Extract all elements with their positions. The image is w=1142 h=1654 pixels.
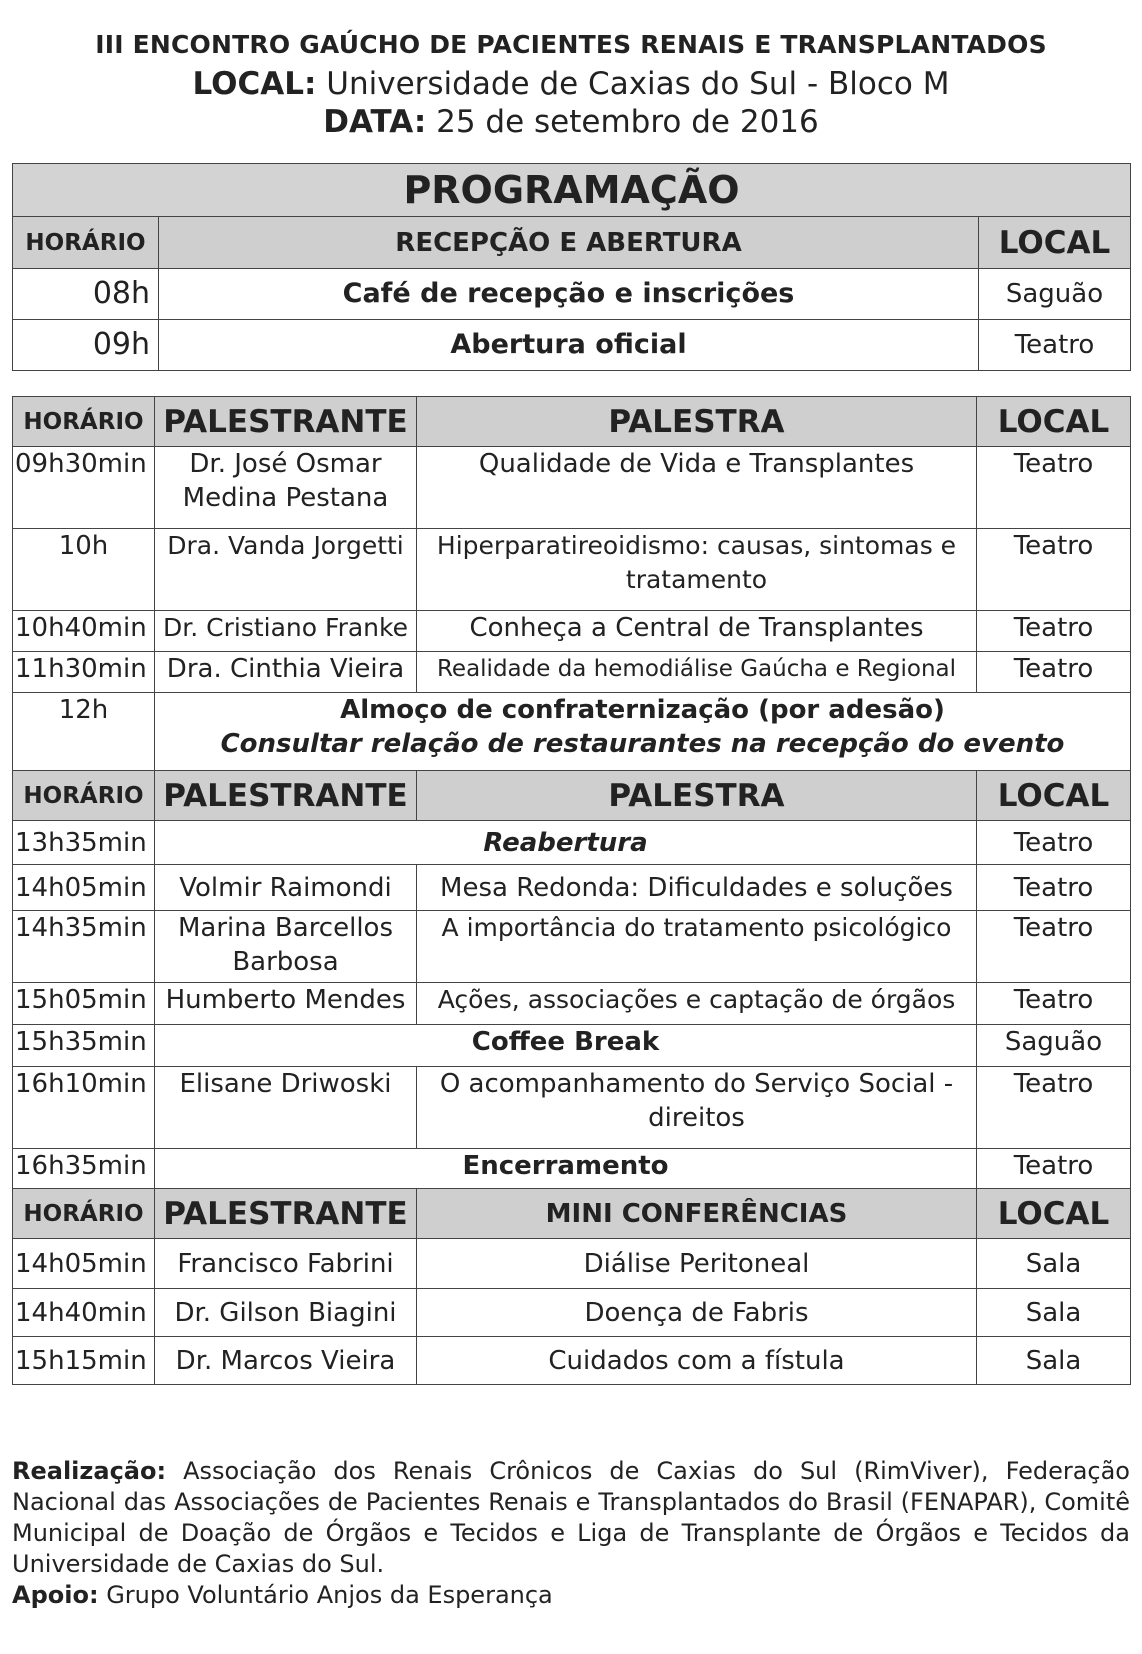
col-palestrante: PALESTRANTE bbox=[155, 771, 417, 821]
row-talk: Realidade da hemodiálise Gaúcha e Regional bbox=[417, 652, 977, 693]
location-label: LOCAL: bbox=[192, 66, 317, 102]
col-horario: HORÁRIO bbox=[13, 1189, 155, 1239]
row-local: Teatro bbox=[977, 865, 1131, 911]
col-local: LOCAL bbox=[979, 217, 1131, 269]
lunch-note: Consultar relação de restaurantes na recepção do evento bbox=[220, 729, 1065, 759]
lunch-time: 12h bbox=[13, 693, 155, 771]
col-palestrante: PALESTRANTE bbox=[155, 1189, 417, 1239]
lunch-info bbox=[155, 693, 1131, 771]
col-horario: HORÁRIO bbox=[13, 771, 155, 821]
row-event: Abertura oficial bbox=[159, 320, 979, 371]
apoio bbox=[12, 1580, 1130, 1611]
row-time: 14h35min bbox=[13, 911, 155, 983]
talks-table bbox=[12, 396, 1131, 1385]
row-local: Sala bbox=[977, 1337, 1131, 1385]
row-speaker: Humberto Mendes bbox=[155, 983, 417, 1025]
event-title: III ENCONTRO GAÚCHO DE PACIENTES RENAIS E TRANSPLANTADOS bbox=[95, 30, 1047, 59]
row-talk: Hiperparatireoidismo: causas, sintomas e tratamento bbox=[417, 529, 977, 611]
row-time: 10h bbox=[13, 529, 155, 611]
row-time: 11h30min bbox=[13, 652, 155, 693]
location-value: Universidade de Caxias do Sul - Bloco M bbox=[326, 66, 950, 102]
row-local: Teatro bbox=[977, 821, 1131, 865]
row-time: 08h bbox=[13, 269, 159, 320]
col-horario: HORÁRIO bbox=[13, 397, 155, 447]
col-recepcao: RECEPÇÃO E ABERTURA bbox=[159, 217, 979, 269]
row-local: Teatro bbox=[977, 529, 1131, 611]
row-talk: Diálise Peritoneal bbox=[417, 1239, 977, 1289]
realizacao bbox=[12, 1456, 1130, 1580]
row-speaker: Dr. Gilson Biagini bbox=[155, 1289, 417, 1337]
row-speaker: Dr. Marcos Vieira bbox=[155, 1337, 417, 1385]
realizacao-text: Associação dos Renais Crônicos de Caxias do Sul (RimViver), Federação Nacional das Associações de Pacientes Renais e Transplantados do Brasil (FENAPAR), Comitê Municipal de Doação de Órgãos e Tecidos e Liga de Transplante de Órgãos e Tecidos da Universidade de Caxias do Sul. bbox=[12, 1457, 1130, 1578]
row-talk: A importância do tratamento psicológico bbox=[417, 911, 977, 983]
col-local: LOCAL bbox=[977, 1189, 1131, 1239]
row-local: Teatro bbox=[977, 1149, 1131, 1189]
reabertura-label: Reabertura bbox=[155, 821, 977, 865]
row-event: Café de recepção e inscrições bbox=[159, 269, 979, 320]
date-label: DATA: bbox=[323, 104, 427, 140]
row-speaker: Francisco Fabrini bbox=[155, 1239, 417, 1289]
row-talk: Conheça a Central de Transplantes bbox=[417, 611, 977, 652]
row-speaker: Volmir Raimondi bbox=[155, 865, 417, 911]
row-time: 13h35min bbox=[13, 821, 155, 865]
col-horario: HORÁRIO bbox=[13, 217, 159, 269]
row-time: 10h40min bbox=[13, 611, 155, 652]
row-time: 15h35min bbox=[13, 1025, 155, 1067]
row-local: Teatro bbox=[979, 320, 1131, 371]
row-local: Teatro bbox=[977, 447, 1131, 529]
row-speaker: Dr. José Osmar Medina Pestana bbox=[155, 447, 417, 529]
footer bbox=[12, 1456, 1130, 1611]
row-time: 09h bbox=[13, 320, 159, 371]
row-speaker: Elisane Driwoski bbox=[155, 1067, 417, 1149]
row-time: 15h15min bbox=[13, 1337, 155, 1385]
apoio-label: Apoio: bbox=[12, 1581, 99, 1609]
col-mini-conferencias: MINI CONFERÊNCIAS bbox=[417, 1189, 977, 1239]
row-talk: Ações, associações e captação de órgãos bbox=[417, 983, 977, 1025]
row-local: Saguão bbox=[977, 1025, 1131, 1067]
row-talk: O acompanhamento do Serviço Social - direitos bbox=[417, 1067, 977, 1149]
row-time: 14h40min bbox=[13, 1289, 155, 1337]
date-value: 25 de setembro de 2016 bbox=[436, 104, 819, 140]
lunch-title: Almoço de confraternização (por adesão) bbox=[340, 695, 945, 725]
row-speaker: Dra. Vanda Jorgetti bbox=[155, 529, 417, 611]
row-talk: Mesa Redonda: Dificuldades e soluções bbox=[417, 865, 977, 911]
encerramento-label: Encerramento bbox=[155, 1149, 977, 1189]
row-local: Teatro bbox=[977, 983, 1131, 1025]
row-speaker: Dr. Cristiano Franke bbox=[155, 611, 417, 652]
reception-table bbox=[12, 163, 1131, 371]
row-local: Teatro bbox=[977, 1067, 1131, 1149]
col-local: LOCAL bbox=[977, 771, 1131, 821]
apoio-text: Grupo Voluntário Anjos da Esperança bbox=[106, 1581, 553, 1609]
row-talk: Qualidade de Vida e Transplantes bbox=[417, 447, 977, 529]
row-local: Teatro bbox=[977, 652, 1131, 693]
col-local: LOCAL bbox=[977, 397, 1131, 447]
row-time: 14h05min bbox=[13, 865, 155, 911]
row-local: Saguão bbox=[979, 269, 1131, 320]
event-location bbox=[0, 66, 1142, 102]
row-local: Teatro bbox=[977, 911, 1131, 983]
row-time: 16h35min bbox=[13, 1149, 155, 1189]
event-date bbox=[0, 104, 1142, 140]
col-palestra: PALESTRA bbox=[417, 771, 977, 821]
row-speaker: Dra. Cinthia Vieira bbox=[155, 652, 417, 693]
realizacao-label: Realização: bbox=[12, 1457, 167, 1485]
row-local: Sala bbox=[977, 1289, 1131, 1337]
row-time: 16h10min bbox=[13, 1067, 155, 1149]
row-local: Teatro bbox=[977, 611, 1131, 652]
row-speaker: Marina Barcellos Barbosa bbox=[155, 911, 417, 983]
row-talk: Doença de Fabris bbox=[417, 1289, 977, 1337]
row-time: 14h05min bbox=[13, 1239, 155, 1289]
programacao-title: PROGRAMAÇÃO bbox=[13, 164, 1131, 217]
row-time: 15h05min bbox=[13, 983, 155, 1025]
row-time: 09h30min bbox=[13, 447, 155, 529]
col-palestrante: PALESTRANTE bbox=[155, 397, 417, 447]
row-talk: Cuidados com a fístula bbox=[417, 1337, 977, 1385]
row-local: Sala bbox=[977, 1239, 1131, 1289]
col-palestra: PALESTRA bbox=[417, 397, 977, 447]
coffee-break-label: Coffee Break bbox=[155, 1025, 977, 1067]
